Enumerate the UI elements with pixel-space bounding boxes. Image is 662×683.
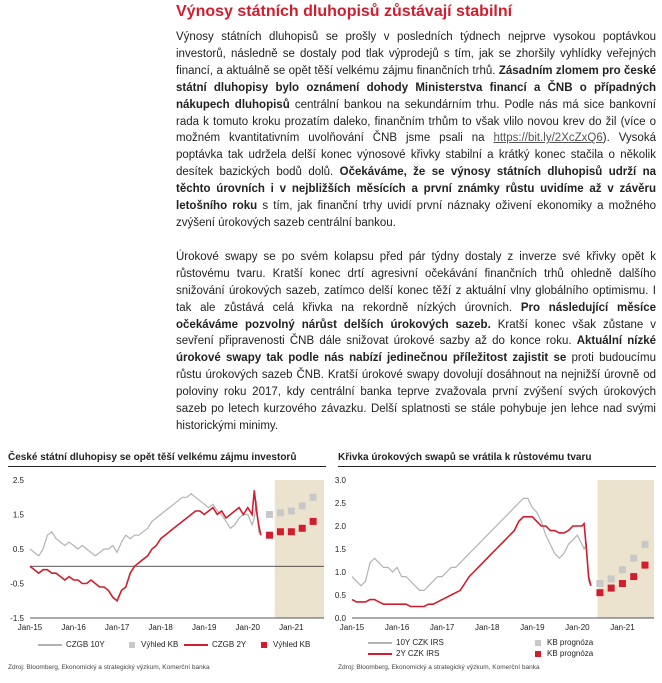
forecast-point [596,580,603,587]
emphasis-text: Očekáváme, že se výnosy státních dluhopisů udrží na těchto úrovních i v nejbližších měsících a první známky růstu uvidíme až v závěru letošního roku [176,166,656,213]
y-tick-label: 2.5 [334,499,346,508]
forecast-point [299,525,306,532]
chart-plot [334,468,656,640]
x-tick-label: Jan-15 [17,623,43,632]
text-run: Úrokové swapy se po svém kolapsu před pár týdny dostaly z inverze své křivky opět k růstovému tvaru. Kratší konec drtí agresivní očekávání finančních trhů ohledně dalšího snižování úrokových sazeb, zatímco delší konec těží z aktuální vlny globálního optimismu. I tak ale zůstává celá křivka na rekordně nízkých úrovních. [176,250,656,314]
text-run: Výnosy státních dluhopisů se prošly v posledních týdnech nejprve vysokou poptávkou investorů, následně se dostaly pod tlak výprodejů s tím, jak se zhoršily vyhlídky veřejných financí, a aktuálně se opět těší velkému zájmu finančních trhů. [176,31,656,77]
x-tick-label: Jan-20 [565,623,590,632]
article-title: Výnosy státních dluhopisů zůstávají stabilní [176,3,513,20]
y-tick-label: 0.5 [12,545,24,554]
forecast-point [630,573,637,580]
legend-item: CZGB 2Y [184,640,246,649]
chart-title: Křivka úrokových swapů se vrátila k růstovému tvaru [338,452,592,463]
y-tick-label: 2.0 [334,522,346,531]
chart-source: Zdroj: Bloomberg, Ekonomický a strategický výzkum, Komerční banka [8,664,210,671]
chart-interest-rate-swaps [334,452,656,680]
x-tick-label: Jan-15 [339,623,365,632]
article-body [176,29,656,435]
x-tick-label: Jan-16 [61,623,86,632]
forecast-point [310,494,317,501]
forecast-point [288,528,295,535]
x-tick-label: Jan-17 [429,623,455,632]
x-tick-label: Jan-19 [191,623,217,632]
forecast-point [288,508,295,515]
text-run: ). Vysoká poptávka tak udržela delší konec výnosové křivky stabilní a krátký konec stačila o několik desítek bazických bodů dolů. [176,132,656,179]
forecast-point [266,532,273,539]
legend-item: CZGB 10Y [38,640,105,649]
chart-government-bonds [8,452,326,680]
legend-item: Výhled KB [252,640,310,649]
forecast-point [641,562,648,569]
y-tick-label: 1.0 [334,568,346,577]
emphasis-text: Aktuální nízké úrokové swapy tak podle nás nabízí jedinečnou příležitost zajistit se [176,335,656,365]
series-line [352,517,591,607]
emphasis-text: Pro následující měsíce očekáváme pozvolný nárůst delších úrokových sazeb. [176,301,656,331]
x-tick-label: Jan-18 [148,623,173,632]
series-line [30,494,261,556]
paragraph-2 [176,249,656,435]
chart-source: Zdroj: Bloomberg, Ekonomický a strategický výzkum, Komerční banka [338,664,540,671]
x-tick-label: Jan-20 [235,623,261,632]
forecast-point [596,589,603,596]
y-tick-label: -1.5 [10,614,24,623]
y-tick-label: 3.0 [334,476,346,485]
chart-title-rule [338,466,656,467]
forecast-point [310,518,317,525]
legend-item: 10Y CZK IRS [368,638,444,647]
forecast-point [277,528,284,535]
x-tick-label: Jan-17 [104,623,130,632]
y-tick-label: 0.5 [334,591,346,600]
emphasis-text: Zásadním zlomem pro české státní dluhopisy bylo oznámení dohody Ministerstva financí a ČNB o případných nákupech dluhopisů [176,64,656,111]
x-tick-label: Jan-16 [384,623,410,632]
chart-legend [8,640,326,660]
legend-item: Výhled KB [120,640,178,649]
x-tick-label: Jan-18 [474,623,500,632]
y-tick-label: 2.5 [12,476,24,485]
chart-title: České státní dluhopisy se opět těší velkému zájmu investorů [8,452,297,463]
series-line [352,498,591,590]
article-link[interactable]: https://bit.ly/2XcZxQ6 [493,132,603,145]
legend-item: 2Y CZK IRS [368,649,439,658]
y-tick-label: 1.5 [12,510,24,520]
paragraph-1 [176,29,656,232]
legend-item: KB prognóza [526,649,593,658]
text-run: centrální bankou na sekundárním trhu. Podle nás má sice bankovní rada k tomuto kroku prozatím daleko, finančním trhům to však vlilo novou krev do žil (více o možném kvantitativním uvolňování ČNB jsme psali na [176,98,657,145]
forecast-point [630,555,637,562]
text-run: Kratší konec však zůstane v sevření připravenosti ČNB dále snižovat úrokové sazby až do konce roku. [176,318,657,348]
forecast-point [619,580,626,587]
chart-title-rule [8,466,326,467]
chart-legend [338,638,656,664]
text-run: proti budoucímu růstu úrokových sazeb ČNB. Kratší úrokové swapy dovolují dosáhnout na nejnižší úrovně od poloviny roku 2017, kdy centrální banka teprve zvažovala první zvýšení svých úrokových sazeb po letech kurzového závazku. Delší splatnosti se stále pohybuje jen lehce nad svými historickými minimy. [176,352,656,432]
y-tick-label: -0.5 [10,579,24,589]
x-tick-label: Jan-19 [520,623,545,632]
x-tick-label: Jan-21 [279,623,304,632]
chart-plot [8,468,326,640]
forecast-point [266,511,273,518]
text-run: s tím, jak finanční trhy uvidí první náznaky oživení ekonomiky a možného zvýšení úrokových sazeb centrální bankou. [176,200,656,229]
forecast-point [619,566,626,573]
forecast-area [275,480,324,618]
forecast-point [641,541,648,548]
legend-item: KB prognóza [526,638,593,647]
forecast-point [277,509,284,516]
forecast-point [608,575,615,582]
y-tick-label: 1.5 [334,545,346,554]
y-tick-label: 0.0 [334,614,346,623]
forecast-point [608,585,615,592]
forecast-point [299,502,306,509]
x-tick-label: Jan-21 [610,623,635,632]
forecast-area [598,480,654,618]
